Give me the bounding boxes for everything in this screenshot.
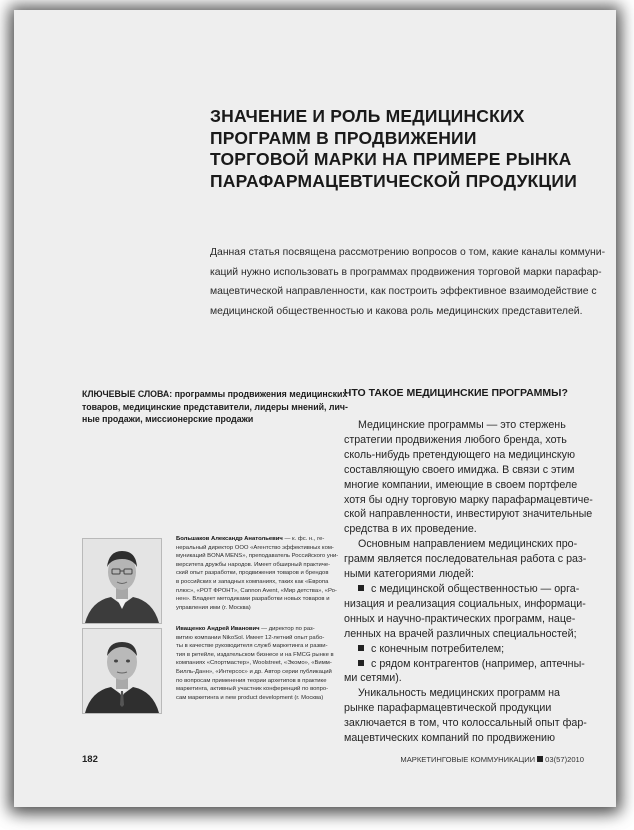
square-bullet-icon — [358, 585, 364, 591]
bullet-text: с конечным потребителем; — [371, 642, 505, 655]
body-line: Уникальность медицинских программ на — [358, 687, 560, 700]
square-bullet-icon — [358, 660, 364, 666]
bio-line: компаниях «Спортмастер», Woolstreet, «Экомо», «Вимм- — [176, 660, 332, 667]
bullet-item — [344, 657, 594, 672]
body-line: ленных на врачей различных специальностей; — [344, 627, 577, 640]
abstract-line: каций нужно использовать в программах продвижения торговой марки парафар- — [210, 266, 602, 278]
body-line: составляющую своего имиджа. В связи с этим — [344, 463, 575, 476]
body-line: заключается в том, что колоссальный опыт фар- — [344, 717, 587, 730]
bio-line: в российских и западных компаниях, таких как «Европа — [176, 578, 329, 585]
keywords-line: КЛЮЧЕВЫЕ СЛОВА: программы продвижения медицинских — [82, 389, 348, 399]
author-photo — [82, 628, 162, 714]
bio-line: маркетинга, активный участник конференций по вопро- — [176, 686, 329, 693]
body-line: ской направленности, инвестируют значительные — [344, 508, 593, 521]
body-line: Медицинские программы — это стержень — [358, 419, 566, 431]
body-line: многие компании, имеющие в своем портфеле — [344, 478, 578, 491]
bio-line: управления ими (г. Москва) — [176, 604, 251, 611]
author-name: Большаков Александр Анатольевич — [176, 536, 283, 542]
body-line: сколь-нибудь претендующего на медицинскую — [344, 448, 576, 461]
page-number: 182 — [82, 754, 98, 765]
body-line: низация и реализация социальных, информаци- — [344, 597, 586, 610]
keywords-line: товаров, медицинские представители, лидеры мнений, лич- — [82, 401, 348, 412]
author-bio — [176, 535, 339, 612]
bio-line: неральный директор ООО «Агентство эффективных ком- — [176, 544, 334, 551]
title-line: ЗНАЧЕНИЕ И РОЛЬ МЕДИЦИНСКИХ — [210, 106, 525, 126]
bio-line: нен». Владеет методиками разработки новых товаров и — [176, 596, 330, 603]
bio-line: муникаций BONA MENS», преподаватель Российского уни- — [176, 553, 339, 560]
body-line: грамм является последовательная работа с раз- — [344, 553, 587, 566]
bio-line: плюс», «РОТ ФРОНТ», Cannon Avent, «Мир детства», «Ро- — [176, 587, 337, 594]
title-line: ПРОГРАММ В ПРОДВИЖЕНИИ — [210, 127, 477, 148]
bio-line: ский опыт разработки, продвижения товаров и брендов — [176, 570, 329, 577]
bullet-text: с медицинской общественностью — орга- — [371, 582, 580, 595]
bullet-item — [344, 642, 594, 657]
author-card — [82, 628, 332, 728]
body-line: средства в их проведение. — [344, 523, 477, 536]
article-abstract — [210, 243, 606, 321]
bio-line — [176, 535, 334, 544]
journal-issue: 03(57)2010 — [545, 755, 584, 764]
body-line: онных и научно-практических программ, наце- — [344, 612, 576, 625]
author-photo — [82, 538, 162, 624]
bio-line: ты в качестве руководителя служб маркетинга и разви- — [176, 643, 328, 650]
author-card — [82, 536, 339, 638]
body-line: ми сетями). — [344, 672, 402, 685]
bullet-text: с рядом контрагентов (например, аптечны- — [371, 657, 585, 670]
bullet-item — [344, 582, 594, 597]
title-line: ТОРГОВОЙ МАРКИ НА ПРИМЕРЕ РЫНКА — [210, 149, 572, 169]
section-heading: ЧТО ТАКОЕ МЕДИЦИНСКИЕ ПРОГРАММЫ? — [344, 387, 568, 399]
author-portrait-icon — [83, 539, 161, 623]
bio-text: — директор по раз- — [259, 626, 315, 632]
abstract-line: медицинской общественностью и какова роль медицинских представителей. — [210, 305, 583, 317]
author-name: Иващенко Андрей Иванович — [176, 626, 260, 632]
author-portrait-icon — [83, 629, 161, 713]
magazine-page — [14, 10, 616, 807]
journal-name: МАРКЕТИНГОВЫЕ КОММУНИКАЦИИ — [400, 755, 536, 764]
bio-line: тия в ретейле, издательском бизнесе и на FMCG рынке в — [176, 651, 334, 658]
journal-footer — [400, 755, 584, 764]
article-title — [210, 106, 590, 192]
keywords-line: ные продажи, миссионерские продажи — [82, 414, 254, 424]
body-line: ными категориями людей: — [344, 568, 474, 581]
bio-text: — к. фс. н., ге- — [282, 536, 325, 542]
bio-line: витию компании NikoSol. Имеет 12-летний опыт рабо- — [176, 634, 325, 641]
abstract-line: мацевтической направленности, как построить эффективное взаимодействие с — [210, 286, 597, 297]
body-line: стратегии продвижения любого бренда, хоть — [344, 433, 567, 446]
square-bullet-icon — [537, 756, 543, 762]
body-line: хотя бы одну торговую марку парафармацевтиче- — [344, 493, 593, 506]
title-line: ПАРАФАРМАЦЕВТИЧЕСКОЙ ПРОДУКЦИИ — [210, 170, 577, 191]
bio-line: сам маркетинга и new product development (г. Москва) — [176, 694, 324, 701]
author-bio — [176, 625, 334, 702]
bio-line: по вопросам применения теории архетипов в практике — [176, 677, 327, 684]
keywords-block — [82, 388, 348, 426]
abstract-line: Данная статья посвящена рассмотрению вопросов о том, какие каналы коммуни- — [210, 247, 606, 258]
bio-line: верситета дружбы народов. Имеет обширный практиче- — [176, 561, 331, 568]
body-line: Основным направлением медицинских про- — [358, 538, 578, 551]
bio-line — [176, 625, 334, 634]
article-body — [344, 418, 594, 746]
bio-line: Билль-Данн», «Интерсос» и др. Автор серии публикаций — [176, 668, 332, 675]
body-line: рынке парафармацевтической продукции — [344, 702, 552, 715]
square-bullet-icon — [358, 645, 364, 651]
body-line: мацевтических компаний по продвижению — [344, 732, 555, 745]
